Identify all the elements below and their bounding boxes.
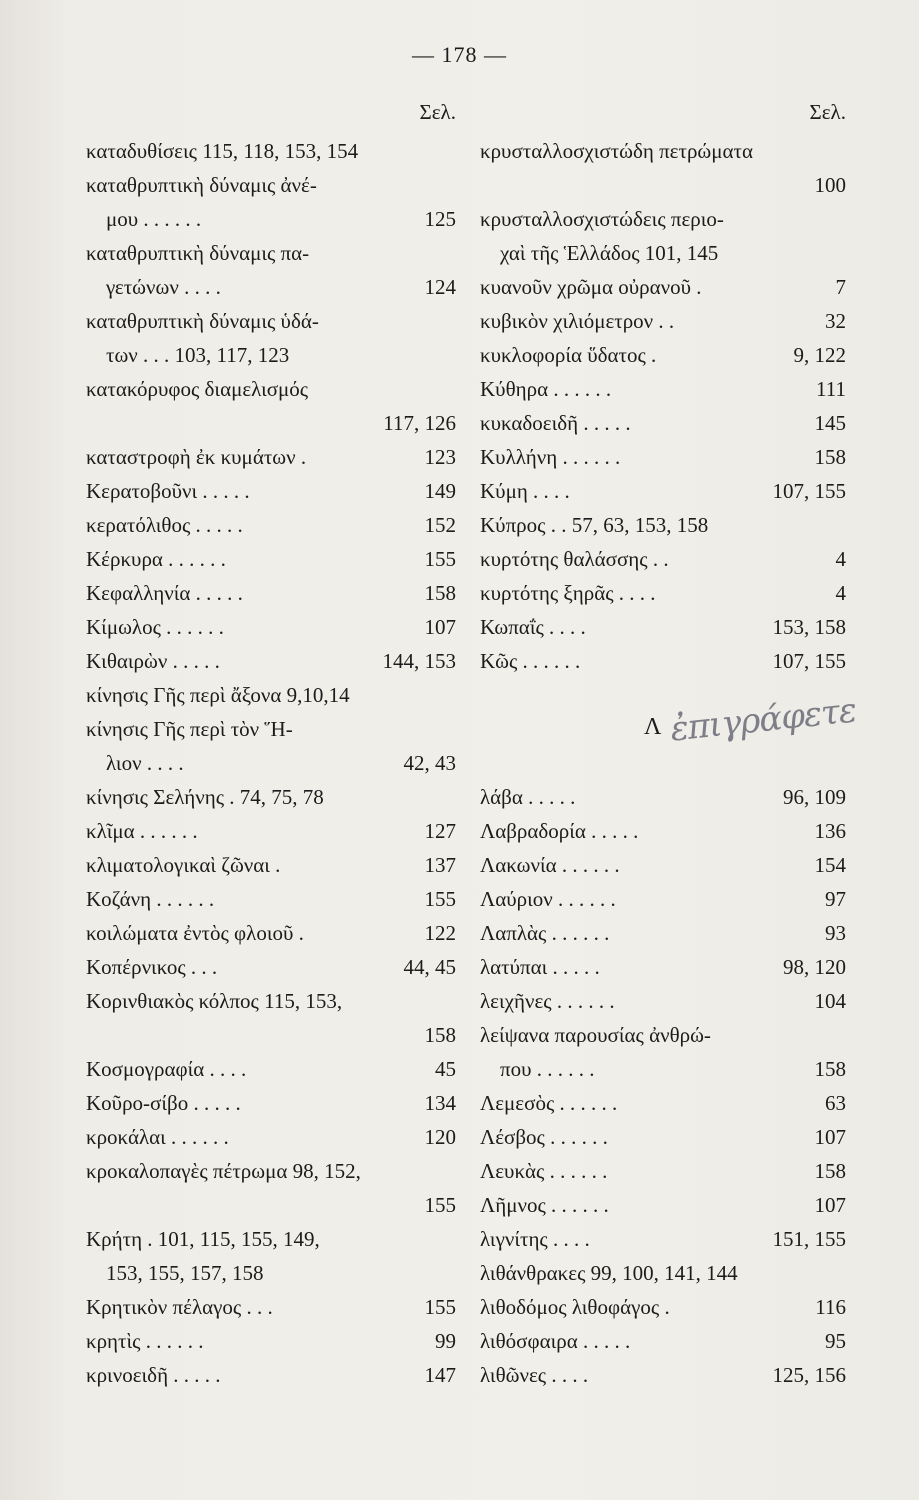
entry-term: λειχῆνες . . . . . . bbox=[480, 989, 615, 1013]
entry-pages: 4 bbox=[835, 581, 846, 605]
entry-term: Κορινθιακὸς κόλπος 115, 153, bbox=[86, 989, 343, 1013]
index-entry bbox=[480, 202, 846, 236]
entry-term: μου . . . . . . bbox=[106, 207, 202, 231]
index-entry bbox=[86, 1120, 456, 1154]
index-entry bbox=[480, 780, 846, 814]
entry-pages: 99 bbox=[435, 1329, 456, 1353]
index-entry bbox=[480, 270, 846, 304]
entry-pages: 158 bbox=[424, 581, 456, 605]
index-entry bbox=[86, 1188, 456, 1222]
entry-term: καταθρυπτικὴ δύναμις ἀνέ- bbox=[86, 173, 317, 197]
index-entry bbox=[480, 338, 846, 372]
entry-pages: 100 bbox=[814, 173, 846, 197]
entry-term: λατύπαι . . . . . bbox=[480, 955, 600, 979]
entry-pages: 44, 45 bbox=[403, 955, 456, 979]
entry-term: Λαβραδορία . . . . . bbox=[480, 819, 639, 843]
entry-term: λείψανα παρουσίας ἀνθρώ- bbox=[480, 1023, 711, 1047]
entry-term: λιθόσφαιρα . . . . . bbox=[480, 1329, 631, 1353]
index-entry bbox=[86, 134, 456, 168]
entry-term: Κωπαΐς . . . . bbox=[480, 615, 586, 639]
entry-pages: 107 bbox=[814, 1125, 846, 1149]
entry-term: καταθρυπτικὴ δύναμις πα- bbox=[86, 241, 310, 265]
entry-term: λιθοδόμος λιθοφάγος . bbox=[480, 1295, 670, 1319]
entry-term: Κῶς . . . . . . bbox=[480, 649, 581, 673]
entry-pages: 154 bbox=[814, 853, 846, 877]
entry-pages: 136 bbox=[814, 819, 846, 843]
entry-pages: 134 bbox=[424, 1091, 456, 1115]
index-entry bbox=[86, 1290, 456, 1324]
entry-term: καταθρυπτικὴ δύναμις ὑδά- bbox=[86, 309, 319, 333]
entry-term: Κύμη . . . . bbox=[480, 479, 570, 503]
index-entry bbox=[480, 406, 846, 440]
column-header: Σελ. bbox=[419, 100, 456, 124]
index-entry bbox=[480, 882, 846, 916]
entry-term: Κεφαλληνία . . . . . bbox=[86, 581, 243, 605]
index-entry bbox=[480, 372, 846, 406]
entry-term: Λαπλὰς . . . . . . bbox=[480, 921, 610, 945]
index-entries-left bbox=[86, 134, 456, 1392]
entry-term: κίνησις Σελήνης . 74, 75, 78 bbox=[86, 785, 324, 809]
entry-term: λιθῶνες . . . . bbox=[480, 1363, 589, 1387]
index-entry bbox=[480, 1358, 846, 1392]
entry-term: κυρτότης ξηρᾶς . . . . bbox=[480, 581, 656, 605]
entry-pages: 158 bbox=[814, 445, 846, 469]
index-entry bbox=[86, 950, 456, 984]
entry-term: λιγνίτης . . . . bbox=[480, 1227, 590, 1251]
index-entry bbox=[480, 1324, 846, 1358]
index-entry bbox=[480, 236, 846, 270]
entry-term: κλιματολογικαὶ ζῶναι . bbox=[86, 853, 281, 877]
index-entry bbox=[480, 610, 846, 644]
index-entry bbox=[86, 406, 456, 440]
section-letter: Λ bbox=[644, 714, 662, 740]
entry-pages: 98, 120 bbox=[783, 955, 846, 979]
entry-pages: 95 bbox=[825, 1329, 846, 1353]
index-entry bbox=[480, 474, 846, 508]
index-entry bbox=[86, 168, 456, 202]
entry-pages: 63 bbox=[825, 1091, 846, 1115]
handwritten-note: ἐπιγράφετε bbox=[668, 690, 858, 750]
entry-pages: 155 bbox=[424, 547, 456, 571]
index-entry bbox=[86, 338, 456, 372]
entry-pages: 45 bbox=[435, 1057, 456, 1081]
entry-pages: 120 bbox=[424, 1125, 456, 1149]
entry-term: Λακωνία . . . . . . bbox=[480, 853, 620, 877]
entry-pages: 96, 109 bbox=[783, 785, 846, 809]
entry-pages: 123 bbox=[424, 445, 456, 469]
entry-pages: 107 bbox=[814, 1193, 846, 1217]
entry-term: Κερατοβοῦνι . . . . . bbox=[86, 479, 250, 503]
entry-term: Κοῦρο-σίβο . . . . . bbox=[86, 1091, 241, 1115]
page-number: — 178 — bbox=[412, 42, 507, 67]
entry-pages: 104 bbox=[814, 989, 846, 1013]
section-heading-lambda bbox=[480, 678, 858, 780]
entry-term: Κυλλήνη . . . . . . bbox=[480, 445, 621, 469]
index-entry bbox=[480, 1018, 846, 1052]
index-entry bbox=[86, 916, 456, 950]
entry-pages: 122 bbox=[424, 921, 456, 945]
index-entry bbox=[86, 576, 456, 610]
entry-term: καταστροφὴ ἐκ κυμάτων . bbox=[86, 445, 307, 469]
index-entry bbox=[86, 1358, 456, 1392]
index-entry bbox=[86, 644, 456, 678]
index-entry bbox=[480, 1086, 846, 1120]
index-entry bbox=[86, 1052, 456, 1086]
entry-term: κροκαλοπαγὲς πέτρωμα 98, 152, bbox=[86, 1159, 361, 1183]
entry-term: Κρήτη . 101, 115, 155, 149, bbox=[86, 1227, 320, 1251]
entry-term: Κοπέρνικος . . . bbox=[86, 955, 218, 979]
entry-pages: 42, 43 bbox=[403, 751, 456, 775]
entry-term: χαὶ τῆς Ἑλλάδος 101, 145 bbox=[500, 241, 719, 265]
entry-pages: 9, 122 bbox=[793, 343, 846, 367]
index-entry bbox=[86, 1086, 456, 1120]
index-entries-right-l bbox=[480, 780, 846, 1392]
index-entry bbox=[480, 576, 846, 610]
entry-term: κερατόλιθος . . . . . bbox=[86, 513, 243, 537]
entry-term: Κοζάνη . . . . . . bbox=[86, 887, 215, 911]
column-header: Σελ. bbox=[809, 100, 846, 124]
index-entry bbox=[480, 1222, 846, 1256]
index-entry bbox=[86, 882, 456, 916]
index-entry bbox=[480, 542, 846, 576]
entry-term: κυκαδοειδῆ . . . . . bbox=[480, 411, 631, 435]
index-entry bbox=[480, 134, 846, 168]
index-entry bbox=[480, 440, 846, 474]
entry-pages: 124 bbox=[424, 275, 456, 299]
entry-pages: 125, 156 bbox=[772, 1363, 846, 1387]
index-entry bbox=[480, 1120, 846, 1154]
entry-term: Λῆμνος . . . . . . bbox=[480, 1193, 609, 1217]
entry-term: κίνησις Γῆς περὶ ἄξονα 9,10,14 bbox=[86, 683, 350, 707]
entry-pages: 117, 126 bbox=[383, 411, 456, 435]
entry-pages: 111 bbox=[816, 377, 846, 401]
index-entry bbox=[86, 440, 456, 474]
index-entry bbox=[480, 644, 846, 678]
index-entry bbox=[86, 1018, 456, 1052]
index-entry bbox=[480, 1052, 846, 1086]
entry-term: κυκλοφορία ὕδατος . bbox=[480, 343, 657, 367]
index-column-left bbox=[86, 100, 456, 1392]
entry-term: Λευκὰς . . . . . . bbox=[480, 1159, 608, 1183]
entry-term: κρινοειδῆ . . . . . bbox=[86, 1363, 221, 1387]
entry-term: 153, 155, 157, 158 bbox=[106, 1261, 264, 1285]
entry-pages: 152 bbox=[424, 513, 456, 537]
index-entry bbox=[480, 916, 846, 950]
index-entry bbox=[480, 508, 846, 542]
index-entry bbox=[86, 508, 456, 542]
entry-pages: 149 bbox=[424, 479, 456, 503]
entry-term: Κοσμογραφία . . . . bbox=[86, 1057, 247, 1081]
entry-term: κρητὶς . . . . . . bbox=[86, 1329, 204, 1353]
entry-term: κίνησις Γῆς περὶ τὸν Ἥ- bbox=[86, 717, 293, 741]
index-entry bbox=[86, 202, 456, 236]
entry-pages: 144, 153 bbox=[382, 649, 456, 673]
index-entry bbox=[86, 1256, 456, 1290]
entry-pages: 137 bbox=[424, 853, 456, 877]
entry-pages: 158 bbox=[424, 1023, 456, 1047]
index-entry bbox=[86, 610, 456, 644]
index-entry bbox=[480, 848, 846, 882]
index-entry bbox=[86, 1222, 456, 1256]
entry-term: κατακόρυφος διαμελισμός bbox=[86, 377, 309, 401]
entry-term: λάβα . . . . . bbox=[480, 785, 576, 809]
entry-pages: 153, 158 bbox=[772, 615, 846, 639]
entry-pages: 97 bbox=[825, 887, 846, 911]
entry-term: λιον . . . . bbox=[106, 751, 184, 775]
index-column-right bbox=[480, 100, 858, 1392]
index-entry bbox=[480, 814, 846, 848]
index-entry bbox=[86, 372, 456, 406]
index-entry bbox=[480, 1188, 846, 1222]
entry-pages: 4 bbox=[835, 547, 846, 571]
index-entry bbox=[480, 304, 846, 338]
entry-term: λιθάνθρακες 99, 100, 141, 144 bbox=[480, 1261, 738, 1285]
entry-pages: 151, 155 bbox=[772, 1227, 846, 1251]
entry-term: κρυσταλλοσχιστώδεις περιο- bbox=[480, 207, 724, 231]
index-entry bbox=[86, 270, 456, 304]
entry-term: Κιθαιρὼν . . . . . bbox=[86, 649, 220, 673]
entry-term: που . . . . . . bbox=[500, 1057, 595, 1081]
entry-term: κυβικὸν χιλιόμετρον . . bbox=[480, 309, 675, 333]
index-entry bbox=[480, 1256, 846, 1290]
index-entry bbox=[480, 950, 846, 984]
entry-pages: 155 bbox=[424, 1295, 456, 1319]
entry-term: Κύπρος . . 57, 63, 153, 158 bbox=[480, 513, 709, 537]
index-entry bbox=[480, 984, 846, 1018]
entry-pages: 107 bbox=[424, 615, 456, 639]
index-entry bbox=[86, 848, 456, 882]
index-entry bbox=[86, 712, 456, 746]
entry-term: Λέσβος . . . . . . bbox=[480, 1125, 608, 1149]
index-entry bbox=[86, 678, 456, 712]
index-entry bbox=[480, 168, 846, 202]
entry-pages: 158 bbox=[814, 1159, 846, 1183]
entry-term: κρυσταλλοσχιστώδη πετρώματα bbox=[480, 139, 753, 163]
index-entry bbox=[480, 1154, 846, 1188]
entry-pages: 93 bbox=[825, 921, 846, 945]
index-entry bbox=[86, 746, 456, 780]
entry-pages: 7 bbox=[835, 275, 846, 299]
entry-pages: 155 bbox=[424, 1193, 456, 1217]
entry-pages: 107, 155 bbox=[772, 649, 846, 673]
entry-term: Λεμεσὸς . . . . . . bbox=[480, 1091, 618, 1115]
entry-term: κοιλώματα ἐντὸς φλοιοῦ . bbox=[86, 921, 304, 945]
entry-term: Κρητικὸν πέλαγος . . . bbox=[86, 1295, 273, 1319]
entry-term: των . . . 103, 117, 123 bbox=[106, 343, 290, 367]
entry-term: κυανοῦν χρῶμα οὐρανοῦ . bbox=[480, 275, 702, 299]
entry-term: κλῖμα . . . . . . bbox=[86, 819, 198, 843]
index-entry bbox=[86, 474, 456, 508]
entry-term: Κύθηρα . . . . . . bbox=[480, 377, 612, 401]
index-entry bbox=[86, 1154, 456, 1188]
index-entry bbox=[480, 1290, 846, 1324]
entry-term: καταδυθίσεις 115, 118, 153, 154 bbox=[86, 139, 359, 163]
index-entry bbox=[86, 780, 456, 814]
entry-pages: 147 bbox=[424, 1363, 456, 1387]
entry-pages: 127 bbox=[424, 819, 456, 843]
index-entry bbox=[86, 1324, 456, 1358]
index-entry bbox=[86, 236, 456, 270]
entry-pages: 158 bbox=[814, 1057, 846, 1081]
entry-term: Κέρκυρα . . . . . . bbox=[86, 547, 226, 571]
index-entry bbox=[86, 984, 456, 1018]
entry-pages: 116 bbox=[815, 1295, 846, 1319]
entry-term: Κίμωλος . . . . . . bbox=[86, 615, 224, 639]
index-entry bbox=[86, 304, 456, 338]
entry-pages: 125 bbox=[424, 207, 456, 231]
entry-pages: 155 bbox=[424, 887, 456, 911]
index-entry bbox=[86, 814, 456, 848]
entry-term: Λαύριον . . . . . . bbox=[480, 887, 616, 911]
entry-pages: 107, 155 bbox=[772, 479, 846, 503]
entry-term: κροκάλαι . . . . . . bbox=[86, 1125, 229, 1149]
entry-term: κυρτότης θαλάσσης . . bbox=[480, 547, 669, 571]
index-entries-right-k bbox=[480, 134, 846, 678]
index-entry bbox=[86, 542, 456, 576]
entry-pages: 145 bbox=[814, 411, 846, 435]
entry-term: γετώνων . . . . bbox=[106, 275, 221, 299]
entry-pages: 32 bbox=[825, 309, 846, 333]
